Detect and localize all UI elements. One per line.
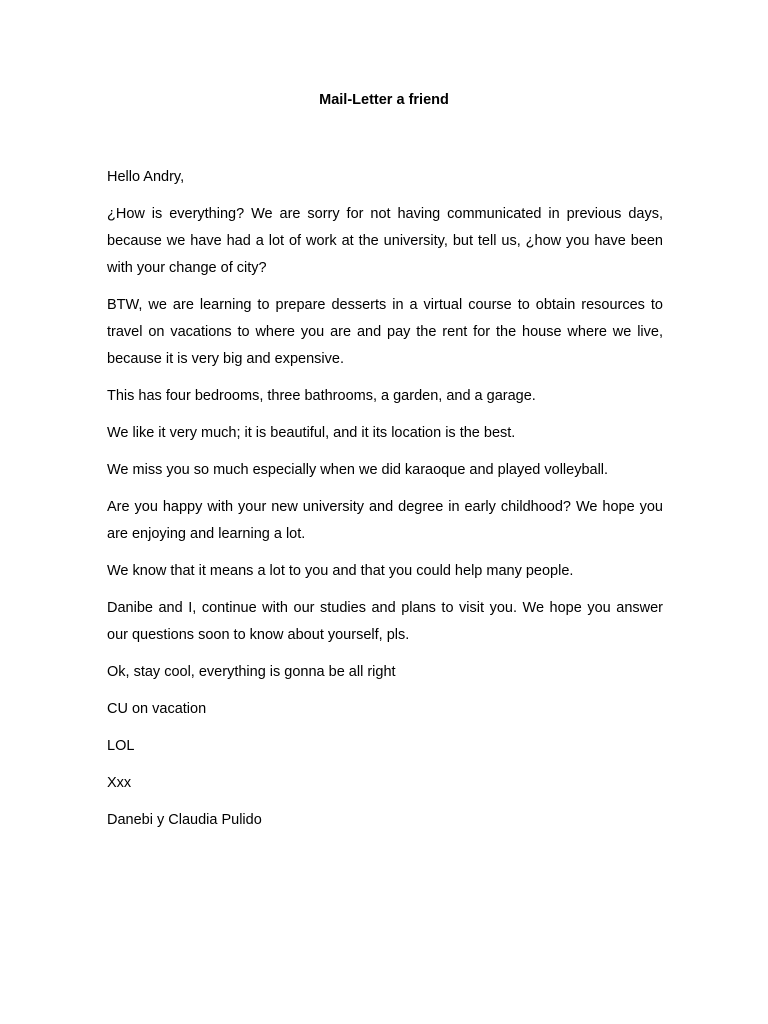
paragraph-new-university: Are you happy with your new university and degree in early childhood? We hope you are enjoying and learning a lot. [107, 499, 663, 542]
letter-body [107, 164, 663, 844]
greeting: Hello Andry, [107, 169, 185, 185]
paragraph-how-is-everything: ¿How is everything? We are sorry for not having communicated in previous days, because we have had a lot of work at the university, but tell us, ¿how you have been with your change of city? [107, 206, 663, 276]
paragraph-help-people: We know that it means a lot to you and that you could help many people. [107, 563, 574, 579]
paragraph-xxx: Xxx [107, 775, 132, 791]
paragraph-location: We like it very much; it is beautiful, and it its location is the best. [107, 425, 516, 441]
paragraph-stay-cool: Ok, stay cool, everything is gonna be all right [107, 664, 396, 680]
paragraph-lol: LOL [107, 738, 135, 754]
document-title: Mail-Letter a friend [319, 92, 449, 108]
signature: Danebi y Claudia Pulido [107, 812, 262, 828]
paragraph-plans-to-visit: Danibe and I, continue with our studies and plans to visit you. We hope you answer our questions soon to know about yourself, pls. [107, 600, 663, 643]
paragraph-desserts-course: BTW, we are learning to prepare desserts in a virtual course to obtain resources to travel on vacations to where you are and pay the rent for the house where we live, because it is very big and expensive. [107, 297, 663, 367]
paragraph-cu-on-vacation: CU on vacation [107, 701, 207, 717]
paragraph-house-description: This has four bedrooms, three bathrooms, a garden, and a garage. [107, 388, 536, 404]
paragraph-miss-you: We miss you so much especially when we did karaoque and played volleyball. [107, 462, 609, 478]
